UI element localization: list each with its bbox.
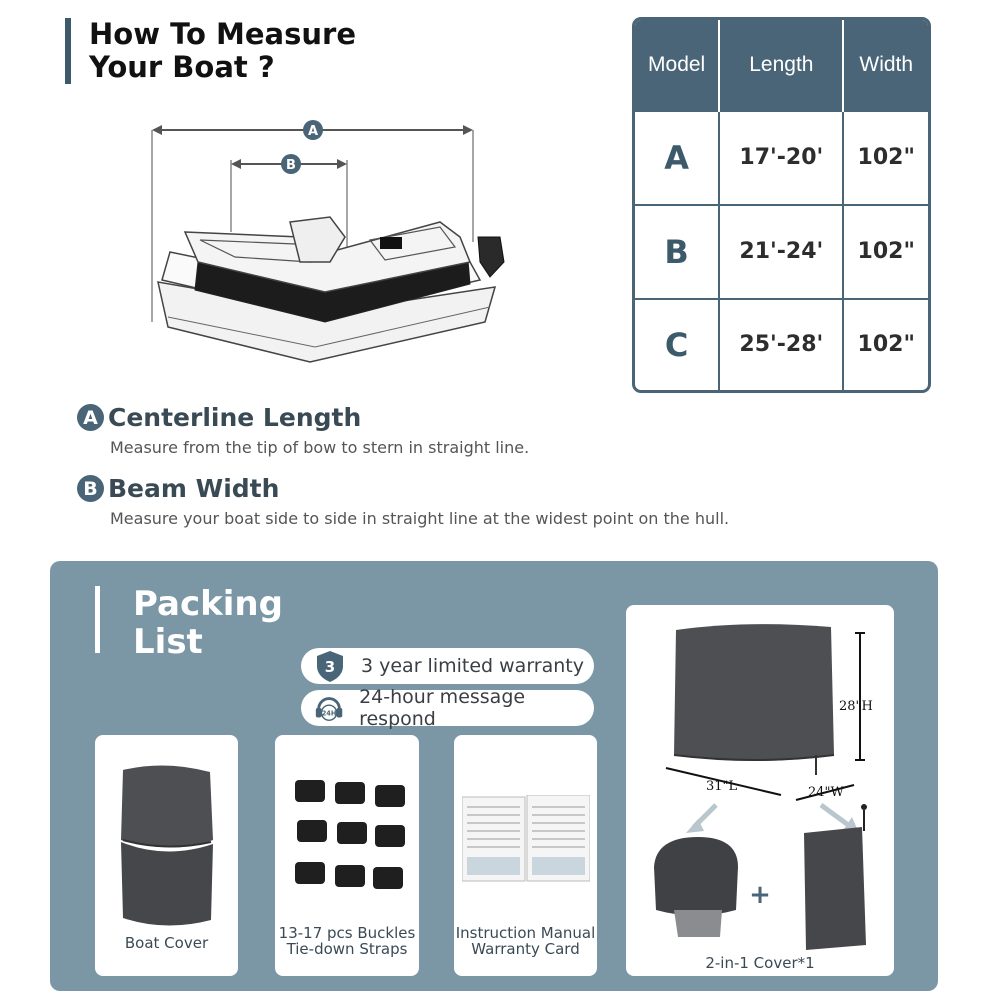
packing-title bbox=[133, 585, 283, 661]
support-text: 24-hour message respond bbox=[359, 686, 526, 730]
card-label-line-1: Instruction Manual bbox=[455, 924, 596, 942]
card-manual bbox=[454, 735, 597, 976]
dimension-b-label: B bbox=[286, 158, 296, 173]
length-dimension-label: 31"L bbox=[706, 779, 738, 794]
width-cell: 102" bbox=[843, 205, 928, 299]
definition-title: Centerline Length bbox=[108, 403, 362, 432]
badge-b: B bbox=[77, 475, 104, 502]
width-cell: 102" bbox=[843, 111, 928, 205]
card-label bbox=[626, 955, 894, 971]
header-model: Model bbox=[635, 20, 719, 111]
definition-title: Beam Width bbox=[108, 474, 280, 503]
size-chart-table bbox=[632, 17, 931, 393]
page-title bbox=[89, 18, 356, 84]
model-cell: A bbox=[635, 111, 719, 205]
card-boat-cover bbox=[95, 735, 238, 976]
header-length: Length bbox=[719, 20, 843, 111]
card-label bbox=[275, 925, 419, 957]
length-cell: 25'-28' bbox=[719, 299, 843, 390]
warranty-text: 3 year limited warranty bbox=[361, 655, 584, 677]
table-row bbox=[635, 111, 928, 205]
warranty-pill bbox=[301, 648, 594, 684]
title-line-2: Your Boat ? bbox=[89, 50, 275, 84]
support-badge-text: 24H bbox=[321, 709, 337, 718]
shield-icon bbox=[313, 649, 347, 683]
warranty-badge-number: 3 bbox=[324, 658, 336, 676]
width-dimension-label: 24"W bbox=[808, 785, 844, 800]
card-motor-cover bbox=[626, 605, 894, 976]
table-row bbox=[635, 299, 928, 390]
card-label bbox=[95, 935, 238, 951]
length-cell: 17'-20' bbox=[719, 111, 843, 205]
badge-a: A bbox=[77, 404, 104, 431]
definition-beam bbox=[77, 474, 729, 528]
packing-title-line-2: List bbox=[133, 622, 203, 662]
table-row bbox=[635, 205, 928, 299]
definition-desc: Measure your boat side to side in straight line at the widest point on the hull. bbox=[110, 509, 730, 528]
card-label-line-1: Boat Cover bbox=[124, 934, 209, 952]
model-cell: C bbox=[635, 299, 719, 390]
length-cell: 21'-24' bbox=[719, 205, 843, 299]
model-cell: B bbox=[635, 205, 719, 299]
width-cell: 102" bbox=[843, 299, 928, 390]
card-label-line-1: 2-in-1 Cover*1 bbox=[705, 954, 815, 972]
card-buckles bbox=[275, 735, 419, 976]
card-label-line-2: Warranty Card bbox=[471, 940, 580, 958]
pontoon-boat-diagram bbox=[140, 112, 520, 374]
plus-sign: + bbox=[749, 880, 771, 910]
height-dimension-label: 28"H bbox=[839, 699, 873, 714]
title-accent-bar bbox=[65, 18, 71, 84]
packing-title-line-1: Packing bbox=[133, 584, 283, 624]
definition-desc: Measure from the tip of bow to stern in straight line. bbox=[110, 438, 530, 457]
packing-accent-bar bbox=[95, 586, 100, 653]
title-line-1: How To Measure bbox=[89, 17, 357, 51]
manual-image bbox=[462, 795, 590, 885]
support-pill bbox=[301, 686, 594, 730]
motor-cover-image bbox=[626, 605, 894, 976]
folded-cover-image bbox=[115, 760, 215, 930]
card-label bbox=[454, 925, 597, 957]
card-label-line-2: Tie-down Straps bbox=[286, 940, 408, 958]
header-width: Width bbox=[843, 20, 928, 111]
headset-icon bbox=[313, 691, 345, 725]
card-label-line-1: 13-17 pcs Buckles bbox=[278, 924, 416, 942]
definition-centerline bbox=[77, 403, 529, 457]
buckles-image bbox=[285, 775, 409, 910]
dimension-a-label: A bbox=[307, 124, 319, 139]
